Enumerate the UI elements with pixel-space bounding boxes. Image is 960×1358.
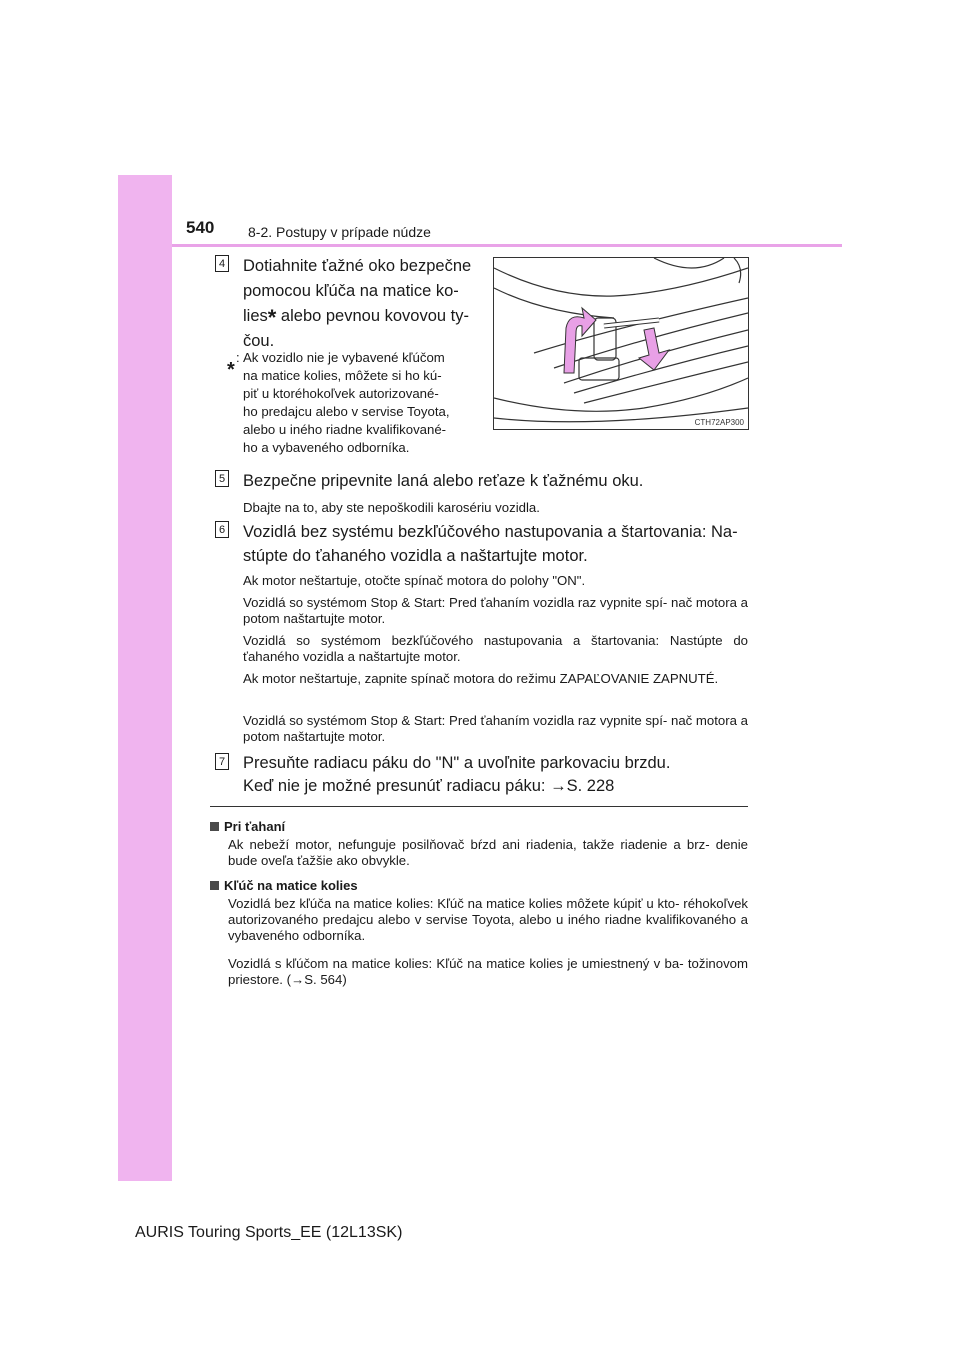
- note-paragraph: Vozidlá bez kľúča na matice kolies: Kľúč na matice kolies môžete kúpiť u kto- réhokoľvek autorizovaného predajcu alebo v servise Toyota, alebo u iného riadne kvalifikovaného a vybaveného odborníka.: [228, 896, 748, 943]
- step-4-line-3: [243, 304, 477, 329]
- step-6-note-1: Ak motor neštartuje, otočte spínač motora do polohy "ON".: [243, 573, 586, 588]
- footnote-line-1: Ak vozidlo nie je vybavené kľúčom: [243, 350, 445, 365]
- bullet-square-icon: [210, 881, 219, 890]
- step-7-line-2: Keď nie je možné presunúť radiacu páku: →S. 228: [243, 777, 615, 795]
- footnote-colon: :: [236, 350, 240, 365]
- header-rule: [172, 244, 842, 247]
- footnote-line-2: na matice kolies, môžete si ho kú-: [243, 368, 442, 383]
- step-6-line-1: Vozidlá bez systému bezkľúčového nastupovania a štartovania: Na-: [243, 523, 738, 541]
- figure-code: CTH72AP300: [694, 418, 744, 427]
- step-number-7: 7: [215, 753, 229, 770]
- note-paragraph: Ak nebeží motor, nefunguje posilňovač bŕzd ani riadenia, takže riadenie a brz- denie bude oveľa ťažšie ako obvykle.: [228, 837, 748, 868]
- step-6-note-4: Ak motor neštartuje, zapnite spínač motora do režimu ZAPAĽOVANIE ZAPNUTÉ.: [243, 671, 719, 686]
- step-6-line-2: stúpte do ťahaného vozidla a naštartujte motor.: [243, 547, 588, 565]
- footer-model: AURIS Touring Sports_EE (12L13SK): [135, 1224, 403, 1241]
- step-number-4: 4: [215, 255, 229, 272]
- step-4-text-part: lies: [243, 307, 268, 325]
- chapter-sidebar-tab: [118, 175, 172, 1181]
- section-title: 8-2. Postupy v prípade núdze: [248, 224, 431, 240]
- step-6-note-2: Vozidlá so systémom Stop & Start: Pred ťahaním vozidla raz vypnite spí- nač motora a potom naštartujte motor.: [243, 595, 748, 626]
- step-4-line-2: pomocou kľúča na matice ko-: [243, 282, 459, 300]
- note-title: Pri ťahaní: [224, 819, 286, 834]
- footnote-line-4: ho predajcu alebo v servise Toyota,: [243, 404, 450, 419]
- note-heading-wheel-wrench: [210, 878, 358, 893]
- step-number-6: 6: [215, 521, 229, 538]
- note-heading-towing: [210, 819, 285, 834]
- note-paragraph: Vozidlá s kľúčom na matice kolies: Kľúč na matice kolies je umiestnený v ba- tožinovom priestore. (→S. 564): [228, 956, 748, 987]
- step-6-note-3: Vozidlá so systémom bezkľúčového nastupovania a štartovania: Nastúpte do ťahaného vozidla a naštartujte motor.: [243, 633, 748, 664]
- footnote-marker: *: [267, 305, 277, 330]
- notes-separator: [210, 806, 748, 807]
- footnote-line-6: ho a vybaveného odborníka.: [243, 440, 410, 455]
- bullet-square-icon: [210, 822, 219, 831]
- step-4-line-1: Dotiahnite ťažné oko bezpečne: [243, 257, 472, 275]
- step-number-5: 5: [215, 470, 229, 487]
- step-7-line-1: Presuňte radiacu páku do "N" a uvoľnite parkovaciu brzdu.: [243, 754, 671, 772]
- step-5-text: Bezpečne pripevnite laná alebo reťaze k ťažnému oku.: [243, 472, 644, 490]
- footnote-line-5: alebo u iného riadne kvalifikované-: [243, 422, 447, 437]
- step-4-line-5: čou.: [243, 332, 275, 350]
- page-number: 540: [186, 218, 215, 237]
- towing-eye-drawing: [494, 258, 748, 429]
- footnote-mark: *: [227, 359, 235, 381]
- step-6-note-5: Vozidlá so systémom Stop & Start: Pred ťahaním vozidla raz vypnite spí- nač motora a potom naštartujte motor.: [243, 713, 748, 744]
- footnote-line-3: piť u ktoréhokoľvek autorizované-: [243, 386, 439, 401]
- step-5-note: Dbajte na to, aby ste nepoškodili karosériu vozidla.: [243, 500, 540, 515]
- towing-eye-illustration: [493, 257, 749, 430]
- note-title: Kľúč na matice kolies: [224, 878, 358, 893]
- arrow-up-shape: [564, 308, 596, 373]
- step-4-text-part: alebo pevnou kovovou ty-: [280, 307, 469, 325]
